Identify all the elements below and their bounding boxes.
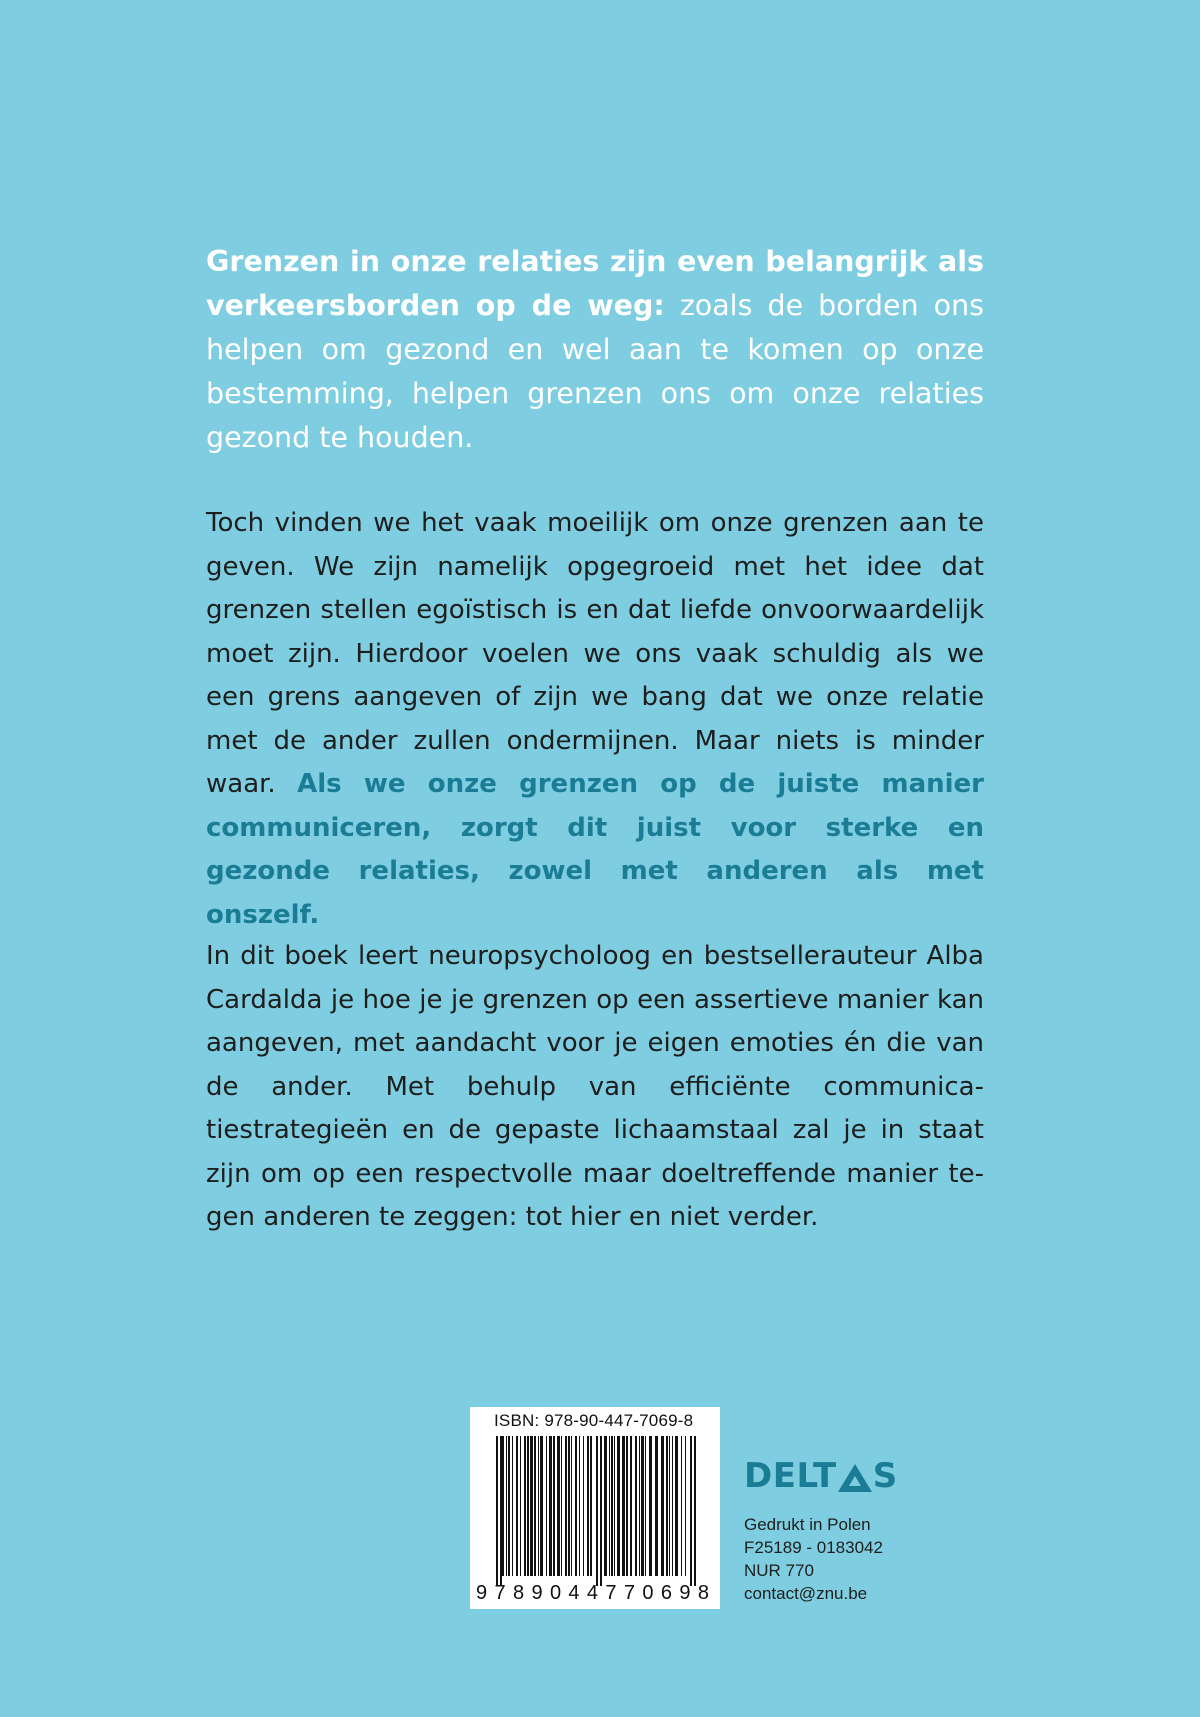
- barcode-icon: [496, 1436, 696, 1586]
- intro-paragraph: [206, 240, 984, 460]
- ean-digit: 0: [642, 1582, 655, 1604]
- publisher-logo: [744, 1456, 898, 1496]
- ean-digit: 0: [549, 1582, 563, 1604]
- ean-digit: 4: [586, 1582, 600, 1604]
- ean-digits: [476, 1582, 710, 1605]
- publisher-name-end: S: [872, 1456, 898, 1496]
- paragraph-2-highlight: Als we onze grenzen op de juiste manier communiceren, zorgt dit juist voor sterke en gezonde relaties, zowel met anderen als met onszelf.: [206, 769, 984, 930]
- isbn-label: ISBN: 978-90-447-7069-8: [494, 1411, 694, 1430]
- ean-digit: 4: [568, 1582, 581, 1604]
- paragraph-2-text: Toch vinden we het vaak moeilijk om onze grenzen aan te geven. We zijn namelijk opgegroeid met het idee dat grenzen stellen egoïstisch is en dat liefde onvoorwaardelijk moet zijn. Hierdoor voelen we ons vaak schuldig als we een grens aangeven of zijn we bang dat we onze relatie met de ander zullen ondermijnen. Maar niets is minder waar.: [206, 508, 984, 799]
- intro-rest-text: zoals de borden ons helpen om gezond en wel aan te komen op onze bestemming, helpen grenzen ons om onze relaties gezond te houden.: [206, 289, 984, 454]
- imprint-info: [744, 1513, 883, 1605]
- ean-digit: 8: [697, 1582, 710, 1604]
- ean-digit: 6: [660, 1582, 673, 1604]
- body-paragraph-3: [206, 935, 984, 1240]
- imprint-line: contact@znu.be: [744, 1584, 868, 1603]
- body-paragraph-2: [206, 502, 984, 937]
- ean-digit: 8: [512, 1582, 526, 1604]
- publisher-name-start: DELT: [744, 1456, 837, 1496]
- imprint-line: F25189 - 0183042: [744, 1538, 883, 1557]
- isbn-barcode-block: [470, 1407, 720, 1609]
- ean-digit: 7: [494, 1582, 507, 1604]
- paragraph-3-text: In dit boek leert neuropsycholoog en bestsellerauteur Alba Cardalda je hoe je je grenzen op een assertieve manier kan aangeven, met aandacht voor je eigen emoties én die van de ander. Met behulp van efficiënte communicatiestrategieën en de gepaste lichaamstaal zal je in staat zijn om op een respectvolle maar doeltreffende manier tegen anderen te zeggen: tot hier en niet verder.: [206, 941, 984, 1232]
- triangle-a-icon: [838, 1464, 872, 1492]
- ean-digit: 9: [679, 1582, 692, 1604]
- imprint-line: NUR 770: [744, 1561, 814, 1580]
- ean-digit: 7: [605, 1582, 618, 1604]
- imprint-line: Gedrukt in Polen: [744, 1515, 871, 1534]
- ean-digit: 9: [531, 1582, 544, 1604]
- intro-bold-text: Grenzen in onze relaties zijn even belangrijk als verkeersborden op de weg:: [206, 245, 984, 322]
- ean-digit: 9: [476, 1582, 489, 1604]
- ean-digit: 7: [623, 1582, 636, 1604]
